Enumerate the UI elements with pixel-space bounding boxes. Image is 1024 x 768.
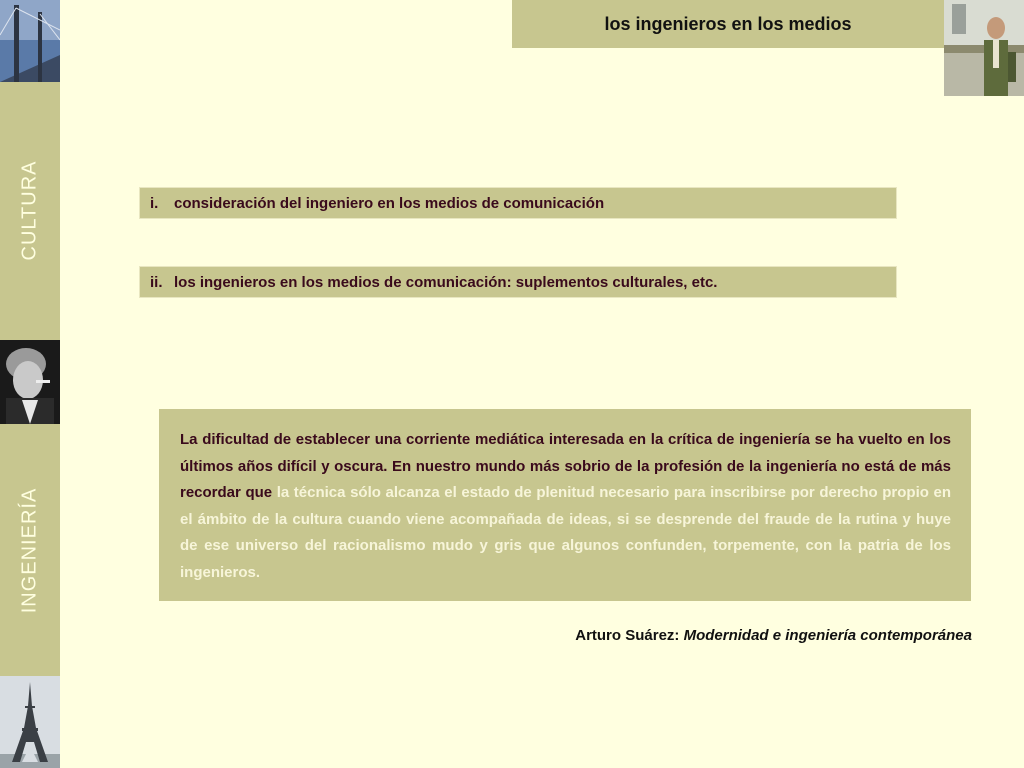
list-item-text: consideración del ingeniero en los medios de comunicación <box>174 194 605 212</box>
left-sidebar <box>0 0 60 768</box>
eiffel-tower-photo <box>0 676 60 768</box>
sidebar-label-ingenieria: INGENIERÍA <box>18 487 41 613</box>
quote-text <box>180 427 951 586</box>
list-item <box>139 266 897 298</box>
page-title-text: los ingenieros en los medios <box>604 13 852 34</box>
engineer-photo <box>944 0 1024 96</box>
citation-work-title: Modernidad e ingeniería contemporánea <box>683 627 972 644</box>
quote-text-emphasis: La dificultad de establecer una corriente mediática interesada en la crítica de ingeniería se ha vuelto en los últimos años difícil y oscura. En nuestro mundo más sobrio de la profesión de la ingeniería no está de más recordar que <box>180 431 951 501</box>
list-item <box>139 187 897 219</box>
quote-text-continuation: la técnica sólo alcanza el estado de plenitud necesario para inscribirse por derecho propio en el ámbito de la cultura cuando viene acompañada de ideas, si se desprende del fraude de la rutina y huye de ese universo del racionalismo mudo y gris que algunos confunden, torpemente, con la patria de los ingenieros. <box>180 484 951 581</box>
quote-box <box>159 409 971 601</box>
bridge-photo <box>0 0 60 82</box>
citation-author: Arturo Suárez: <box>575 627 684 644</box>
citation <box>575 627 972 644</box>
list-item-numeral: ii. <box>150 273 163 291</box>
portrait-photo <box>0 340 60 424</box>
sidebar-label-cultura: CULTURA <box>18 160 41 260</box>
list-item-text: los ingenieros en los medios de comunicación: suplementos culturales, etc. <box>174 273 718 291</box>
page-title <box>512 0 944 48</box>
list-item-numeral: i. <box>150 194 159 212</box>
